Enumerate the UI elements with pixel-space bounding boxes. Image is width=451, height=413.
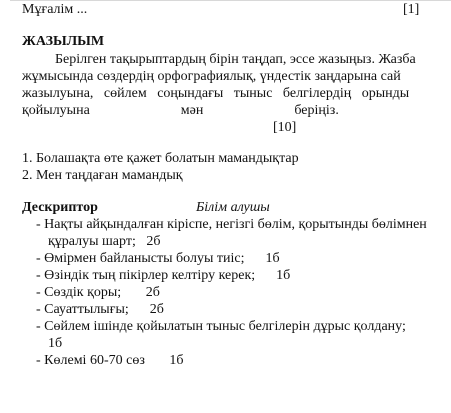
rubric-item: 1б	[48, 336, 63, 351]
rubric-item: - Сауаттылығы; 2б	[36, 302, 164, 317]
top-divider	[10, 0, 451, 1]
rubric-item: - Көлемі 60-70 сөз 1б	[36, 353, 184, 368]
instruction-line: Берілген тақырыптардың бірін таңдап, эссе жазыңыз. Жазба	[55, 52, 416, 67]
points-label: [10]	[273, 120, 297, 135]
rubric-item: - Өмірмен байланысты болуы тиіс; 1б	[36, 251, 280, 266]
topic-item: 2. Мен таңдаған мамандық	[22, 168, 183, 183]
score-label: [1]	[403, 2, 420, 17]
rubric-heading: Дескриптор	[22, 200, 98, 215]
rubric-item: - Сөздік қоры; 2б	[36, 285, 160, 300]
topic-item: 1. Болашақта өте қажет болатын мамандықтар	[22, 151, 299, 166]
rubric-item: құралуы шарт; 2б	[48, 234, 161, 249]
rubric-item: - Сөйлем ішінде қойылатын тыныс белгілерін дұрыс қолдану;	[36, 319, 406, 334]
teacher-label: Мұғалім ...	[22, 2, 88, 17]
task-title: ЖАЗЫЛЫМ	[22, 34, 105, 49]
instruction-line: жұмысында сөздердің орфографиялық, үндестік заңдарына сай	[22, 69, 401, 84]
instruction-line: қойылуына мән беріңіз.	[22, 103, 339, 118]
rubric-item: - Нақты айқындалған кіріспе, негізгі бөлім, қорытынды бөлімнен	[36, 217, 427, 232]
rubric-subheading: Білім алушы	[196, 200, 270, 215]
instruction-line: жазылуына, сөйлем соңындағы тыныс белгілердің орынды	[22, 86, 410, 101]
rubric-item: - Өзіндік тың пікірлер келтіру керек; 1б	[36, 268, 291, 283]
